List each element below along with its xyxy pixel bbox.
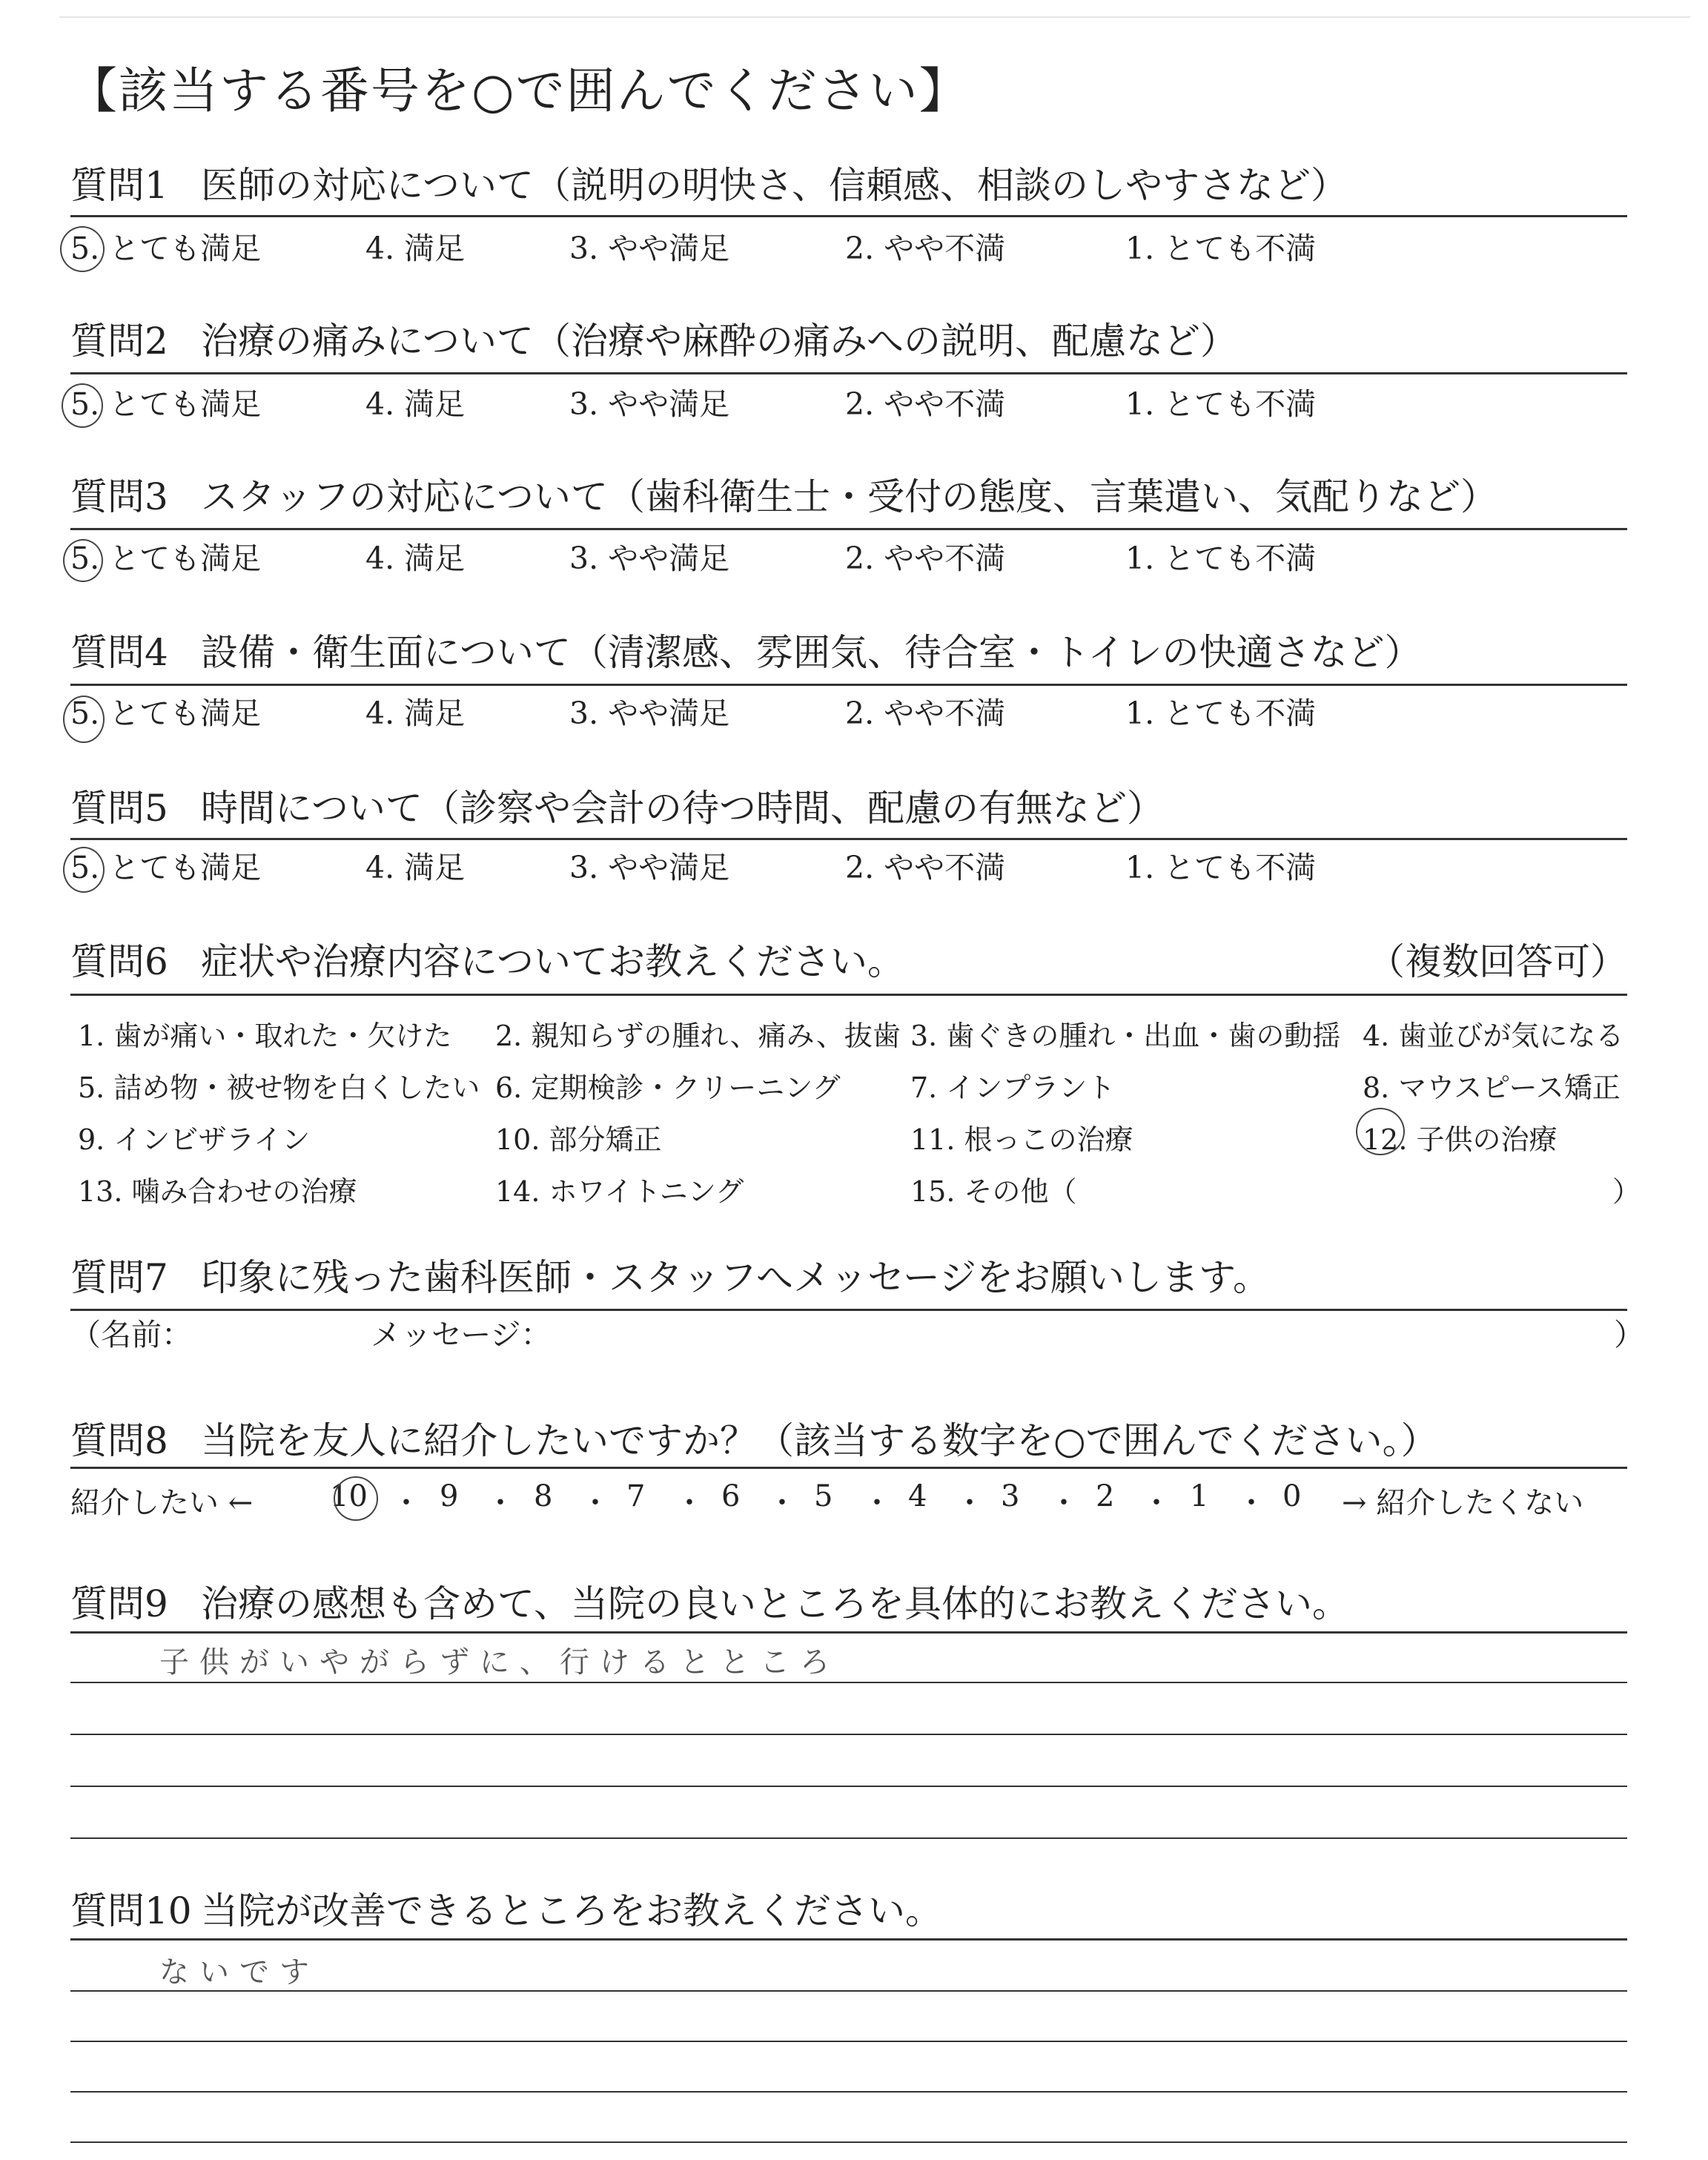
question-number: 質問2 bbox=[70, 320, 168, 363]
question-number: 質問3 bbox=[70, 475, 168, 518]
question-number: 質問8 bbox=[70, 1419, 168, 1462]
option-3[interactable]: 3. やや満足 bbox=[569, 850, 730, 885]
selection-circle bbox=[334, 1476, 378, 1521]
option-4[interactable]: 4. 満足 bbox=[365, 541, 466, 576]
selection-circle bbox=[63, 539, 103, 582]
recommend-left-label: 紹介したい ← bbox=[70, 1486, 254, 1520]
question-text: スタッフの対応について（歯科衛生士・受付の態度、言葉遣い、気配りなど） bbox=[201, 475, 1497, 518]
question-text: 印象に残った歯科医師・スタッフへメッセージをお願いします。 bbox=[201, 1256, 1270, 1299]
handwritten-answer-10: ないです bbox=[159, 1955, 320, 1989]
scale-2[interactable]: 2 bbox=[1096, 1479, 1115, 1513]
selection-circle bbox=[63, 847, 105, 893]
answer-line bbox=[70, 1990, 1627, 1992]
scale-dot: ・ bbox=[1049, 1486, 1079, 1520]
question-10-rule bbox=[70, 1938, 1627, 1941]
symptom-option[interactable]: 15. その他（ bbox=[910, 1175, 1077, 1208]
scale-6[interactable]: 6 bbox=[721, 1479, 741, 1513]
scale-dot: ・ bbox=[955, 1486, 984, 1520]
option-4[interactable]: 4. 満足 bbox=[365, 850, 466, 885]
question-5-rule bbox=[70, 838, 1627, 840]
symptom-option[interactable]: 9. インビザライン bbox=[78, 1123, 311, 1156]
symptom-option[interactable]: 2. 親知らずの腫れ、痛み、抜歯 bbox=[495, 1020, 901, 1052]
option-5[interactable]: 5. とても満足 bbox=[70, 541, 262, 576]
question-text: 症状や治療内容についてお教えください。 bbox=[201, 940, 904, 983]
option-1[interactable]: 1. とても不満 bbox=[1125, 541, 1317, 576]
selection-circle bbox=[1356, 1108, 1405, 1155]
answer-line bbox=[70, 2041, 1627, 2042]
option-3[interactable]: 3. やや満足 bbox=[569, 541, 730, 576]
question-number: 質問5 bbox=[70, 787, 168, 830]
question-text: 当院が改善できるところをお教えください。 bbox=[201, 1889, 942, 1932]
selection-circle bbox=[63, 696, 105, 743]
scale-5[interactable]: 5 bbox=[814, 1479, 833, 1513]
question-10 bbox=[70, 1889, 1627, 1932]
selection-circle bbox=[62, 383, 103, 428]
question-4 bbox=[70, 631, 1627, 674]
question-text: 当院を友人に紹介したいですか？（該当する数字を○で囲んでください。） bbox=[201, 1419, 1438, 1462]
question-4-rule bbox=[70, 684, 1627, 686]
option-2[interactable]: 2. やや不満 bbox=[845, 696, 1006, 731]
symptom-option[interactable]: 11. 根っこの治療 bbox=[910, 1123, 1133, 1156]
answer-line bbox=[70, 1734, 1627, 1735]
question-3 bbox=[70, 475, 1627, 518]
question-1 bbox=[70, 164, 1627, 207]
answer-line bbox=[70, 1786, 1627, 1787]
question-text: 設備・衛生面について（清潔感、雰囲気、待合室・トイレの快適さなど） bbox=[201, 631, 1422, 674]
scale-dot: ・ bbox=[580, 1486, 610, 1520]
question-3-rule bbox=[70, 528, 1627, 530]
question-2-rule bbox=[70, 372, 1627, 374]
question-9 bbox=[70, 1582, 1627, 1625]
scale-3[interactable]: 3 bbox=[1001, 1479, 1020, 1513]
option-2[interactable]: 2. やや不満 bbox=[845, 386, 1006, 422]
other-close-paren: ） bbox=[1612, 1175, 1641, 1208]
option-3[interactable]: 3. やや満足 bbox=[569, 231, 730, 266]
scale-dot: ・ bbox=[486, 1486, 515, 1520]
question-number: 質問4 bbox=[70, 631, 168, 674]
question-number: 質問6 bbox=[70, 940, 168, 983]
option-2[interactable]: 2. やや不満 bbox=[845, 850, 1006, 885]
question-8-rule bbox=[70, 1467, 1627, 1469]
symptom-option[interactable]: 6. 定期検診・クリーニング bbox=[495, 1071, 841, 1104]
top-border bbox=[59, 16, 1690, 18]
scale-1[interactable]: 1 bbox=[1190, 1479, 1209, 1513]
option-2[interactable]: 2. やや不満 bbox=[845, 541, 1006, 576]
question-number: 質問9 bbox=[70, 1582, 168, 1625]
option-5[interactable]: 5. とても満足 bbox=[70, 231, 262, 266]
question-6-rule bbox=[70, 994, 1627, 996]
recommend-right-label: → 紹介したくない bbox=[1342, 1486, 1584, 1520]
name-label: （名前： bbox=[70, 1317, 192, 1353]
symptom-option[interactable]: 8. マウスピース矯正 bbox=[1363, 1071, 1621, 1104]
question-text: 治療の痛みについて（治療や麻酔の痛みへの説明、配慮など） bbox=[201, 320, 1237, 363]
scale-dot: ・ bbox=[675, 1486, 704, 1520]
scale-10[interactable]: 10 bbox=[330, 1479, 368, 1513]
scale-dot: ・ bbox=[1237, 1486, 1266, 1520]
handwritten-answer-9: 子供がいやがらずに、行けるとところ bbox=[159, 1645, 840, 1680]
symptom-option[interactable]: 1. 歯が痛い・取れた・欠けた bbox=[78, 1020, 452, 1052]
symptom-option[interactable]: 13. 噛み合わせの治療 bbox=[78, 1175, 357, 1208]
scale-dot: ・ bbox=[1142, 1486, 1171, 1520]
symptom-option[interactable]: 5. 詰め物・被せ物を白くしたい bbox=[78, 1071, 480, 1104]
option-3[interactable]: 3. やや満足 bbox=[569, 386, 730, 422]
question-text: 治療の感想も含めて、当院の良いところを具体的にお教えください。 bbox=[201, 1582, 1349, 1625]
answer-line bbox=[70, 1682, 1627, 1683]
symptom-option[interactable]: 10. 部分矯正 bbox=[495, 1123, 662, 1156]
question-7 bbox=[70, 1256, 1627, 1299]
scale-0[interactable]: 0 bbox=[1282, 1479, 1302, 1513]
answer-line bbox=[70, 2091, 1627, 2093]
question-9-rule bbox=[70, 1631, 1627, 1634]
question-number: 質問7 bbox=[70, 1256, 168, 1299]
close-paren: ） bbox=[1614, 1317, 1644, 1353]
option-1[interactable]: 1. とても不満 bbox=[1125, 231, 1317, 266]
question-5 bbox=[70, 787, 1627, 830]
option-1[interactable]: 1. とても不満 bbox=[1125, 850, 1317, 885]
symptom-option[interactable]: 7. インプラント bbox=[910, 1071, 1116, 1104]
symptom-option[interactable]: 12. 子供の治療 bbox=[1363, 1123, 1558, 1156]
answer-line bbox=[70, 1837, 1627, 1839]
multiple-answer-note: （複数回答可） bbox=[1368, 940, 1627, 983]
answer-line bbox=[70, 2141, 1627, 2143]
option-1[interactable]: 1. とても不満 bbox=[1125, 696, 1317, 731]
scale-dot: ・ bbox=[862, 1486, 892, 1520]
symptom-option[interactable]: 14. ホワイトニング bbox=[495, 1175, 744, 1208]
scale-4[interactable]: 4 bbox=[908, 1479, 927, 1513]
question-6 bbox=[70, 940, 1627, 983]
scale-9[interactable]: 9 bbox=[440, 1479, 459, 1513]
scale-7[interactable]: 7 bbox=[626, 1479, 646, 1513]
question-1-rule bbox=[70, 215, 1627, 217]
question-7-rule bbox=[70, 1309, 1627, 1311]
scale-dot: ・ bbox=[391, 1486, 421, 1520]
symptom-option[interactable]: 3. 歯ぐきの腫れ・出血・歯の動揺 bbox=[910, 1020, 1341, 1052]
option-4[interactable]: 4. 満足 bbox=[365, 231, 466, 266]
option-5[interactable]: 5. とても満足 bbox=[70, 850, 262, 885]
question-text: 医師の対応について（説明の明快さ、信頼感、相談のしやすさなど） bbox=[201, 164, 1348, 207]
question-8 bbox=[70, 1419, 1627, 1462]
message-label: メッセージ： bbox=[371, 1317, 552, 1353]
scale-dot: ・ bbox=[767, 1486, 797, 1520]
question-text: 時間について（診察や会計の待つ時間、配慮の有無など） bbox=[201, 787, 1164, 830]
form-title: 【該当する番号を○で囲んでください】 bbox=[68, 62, 970, 119]
option-5[interactable]: 5. とても満足 bbox=[70, 696, 262, 731]
option-3[interactable]: 3. やや満足 bbox=[569, 696, 730, 731]
option-4[interactable]: 4. 満足 bbox=[365, 386, 466, 422]
scale-8[interactable]: 8 bbox=[534, 1479, 553, 1513]
option-1[interactable]: 1. とても不満 bbox=[1125, 386, 1317, 422]
question-2 bbox=[70, 320, 1627, 363]
option-2[interactable]: 2. やや不満 bbox=[845, 231, 1006, 266]
option-4[interactable]: 4. 満足 bbox=[365, 696, 466, 731]
symptom-option[interactable]: 4. 歯並びが気になる bbox=[1363, 1020, 1624, 1052]
selection-circle bbox=[60, 226, 105, 272]
question-number: 質問10 bbox=[70, 1889, 192, 1932]
option-5[interactable]: 5. とても満足 bbox=[70, 386, 262, 422]
question-number: 質問1 bbox=[70, 164, 168, 207]
